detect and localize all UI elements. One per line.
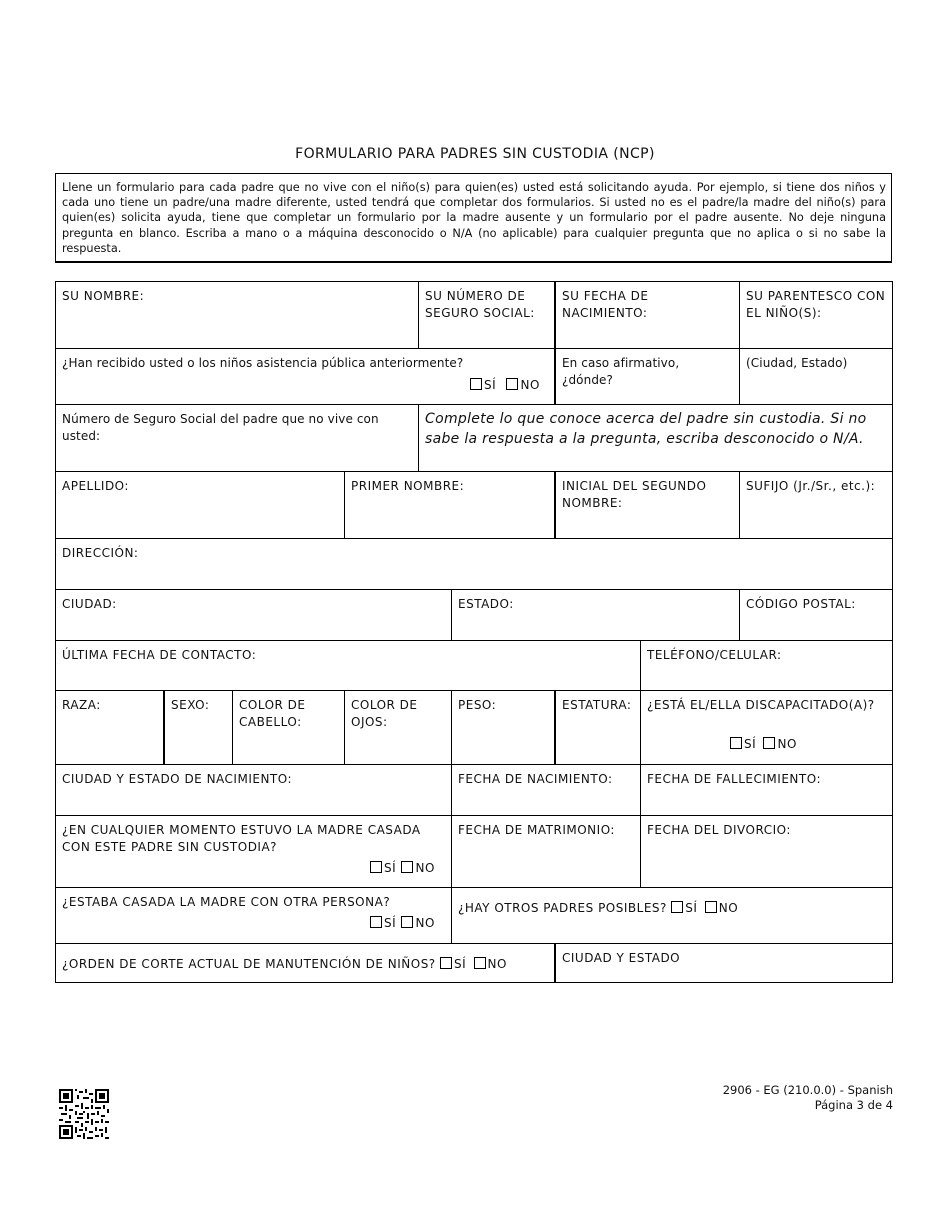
field-fecha-fallec[interactable]: FECHA DE FALLECIMIENTO: xyxy=(640,764,893,816)
complete-note: Complete lo que conoce acerca del padre sin custodia. Si no sabe la respuesta a la pregunta, escriba desconocido o N/A. xyxy=(418,404,893,472)
field-primer-nombre[interactable]: PRIMER NOMBRE: xyxy=(344,471,555,539)
field-telefono[interactable]: TELÉFONO/CELULAR: xyxy=(640,640,893,691)
field-asistencia: ¿Han recibido usted o los niños asistencia pública anteriormente? xyxy=(55,348,555,405)
field-direccion[interactable]: DIRECCIÓN: xyxy=(55,538,893,590)
si-checkbox[interactable] xyxy=(370,861,382,873)
no-checkbox[interactable] xyxy=(401,916,413,928)
footer xyxy=(723,1083,893,1113)
si-checkbox[interactable] xyxy=(470,378,482,390)
field-fecha-matrimonio[interactable]: FECHA DE MATRIMONIO: xyxy=(451,815,641,888)
field-sufijo[interactable]: SUFIJO (Jr./Sr., etc.): xyxy=(739,471,893,539)
page-title: FORMULARIO PARA PADRES SIN CUSTODIA (NCP) xyxy=(295,146,655,162)
no-checkbox[interactable] xyxy=(705,901,717,913)
field-casada-otra: ¿ESTABA CASADA LA MADRE CON OTRA PERSONA? xyxy=(55,887,452,944)
field-fecha-divorcio[interactable]: FECHA DEL DIVORCIO: xyxy=(640,815,893,888)
discapacitado-options: SÍ NO xyxy=(730,737,797,751)
si-checkbox[interactable] xyxy=(370,916,382,928)
instructions-box: Llene un formulario para cada padre que no vive con el niño(s) para quien(es) usted está solicitando ayuda. Por ejemplo, si tiene dos niños y cada uno tiene un padre/una madre diferente, usted tendrá que completar dos formularios. Si usted no es el padre/la madre del niño(s) para quien(es) solicita ayuda, tiene que completar un formulario por la madre ausente y un formulario por el padre ausente. No deje ninguna pregunta en blanco. Escriba a mano o a máquina desconocido o N/A (no aplicable) para cualquier pregunta que no aplica o si no sabe la respuesta. xyxy=(55,173,892,263)
field-ciudad[interactable]: CIUDAD: xyxy=(55,589,452,641)
si-checkbox[interactable] xyxy=(440,957,452,969)
field-en-caso[interactable]: En caso afirmativo, ¿dónde? xyxy=(554,348,740,405)
field-color-cabello[interactable]: COLOR DE CABELLO: xyxy=(232,690,345,765)
field-ciudad-y-estado[interactable]: CIUDAD Y ESTADO xyxy=(554,943,893,983)
field-su-parentesco[interactable]: SU PARENTESCO CON EL NIÑO(S): xyxy=(739,281,893,349)
field-otros-padres: ¿HAY OTROS PADRES POSIBLES? SÍ NO xyxy=(451,887,893,944)
casada-otra-options: SÍ NO xyxy=(370,916,435,930)
field-ultima-fecha[interactable]: ÚLTIMA FECHA DE CONTACTO: xyxy=(55,640,641,691)
field-discapacitado: ¿ESTÁ EL/ELLA DISCAPACITADO(A)? xyxy=(640,690,893,765)
field-ciudad-estado-paren[interactable]: (Ciudad, Estado) xyxy=(739,348,893,405)
field-su-fecha-nac[interactable]: SU FECHA DE NACIMIENTO: xyxy=(554,281,740,349)
field-sexo[interactable]: SEXO: xyxy=(163,690,233,765)
page-number: Página 3 de 4 xyxy=(814,1098,893,1112)
field-codigo-postal[interactable]: CÓDIGO POSTAL: xyxy=(739,589,893,641)
field-fecha-nac[interactable]: FECHA DE NACIMIENTO: xyxy=(451,764,641,816)
field-raza[interactable]: RAZA: xyxy=(55,690,165,765)
field-apellido[interactable]: APELLIDO: xyxy=(55,471,345,539)
barcode-icon xyxy=(59,1089,109,1139)
field-estado[interactable]: ESTADO: xyxy=(451,589,740,641)
casada-options: SÍ NO xyxy=(370,861,435,875)
si-checkbox[interactable] xyxy=(730,737,742,749)
asistencia-options: SÍ NO xyxy=(470,378,540,392)
field-inicial[interactable]: INICIAL DEL SEGUNDO NOMBRE: xyxy=(554,471,740,539)
field-su-nombre[interactable]: SU NOMBRE: xyxy=(55,281,419,349)
field-color-ojos[interactable]: COLOR DE OJOS: xyxy=(344,690,452,765)
field-su-ssn[interactable]: SU NÚMERO DE SEGURO SOCIAL: xyxy=(418,281,555,349)
no-checkbox[interactable] xyxy=(763,737,775,749)
form-id: 2906 - EG (210.0.0) - Spanish xyxy=(722,1083,893,1097)
si-checkbox[interactable] xyxy=(671,901,683,913)
no-checkbox[interactable] xyxy=(401,861,413,873)
field-orden-corte: ¿ORDEN DE CORTE ACTUAL DE MANUTENCIÓN DE NIÑOS? SÍ NO xyxy=(55,943,555,983)
field-estatura[interactable]: ESTATURA: xyxy=(554,690,641,765)
no-checkbox[interactable] xyxy=(506,378,518,390)
field-peso[interactable]: PESO: xyxy=(451,690,555,765)
field-casada: ¿EN CUALQUIER MOMENTO ESTUVO LA MADRE CASADA CON ESTE PADRE SIN CUSTODIA? xyxy=(55,815,452,888)
no-checkbox[interactable] xyxy=(474,957,486,969)
field-ciudad-estado-nac[interactable]: CIUDAD Y ESTADO DE NACIMIENTO: xyxy=(55,764,452,816)
field-ssn-ncp[interactable]: Número de Seguro Social del padre que no vive con usted: xyxy=(55,404,419,472)
